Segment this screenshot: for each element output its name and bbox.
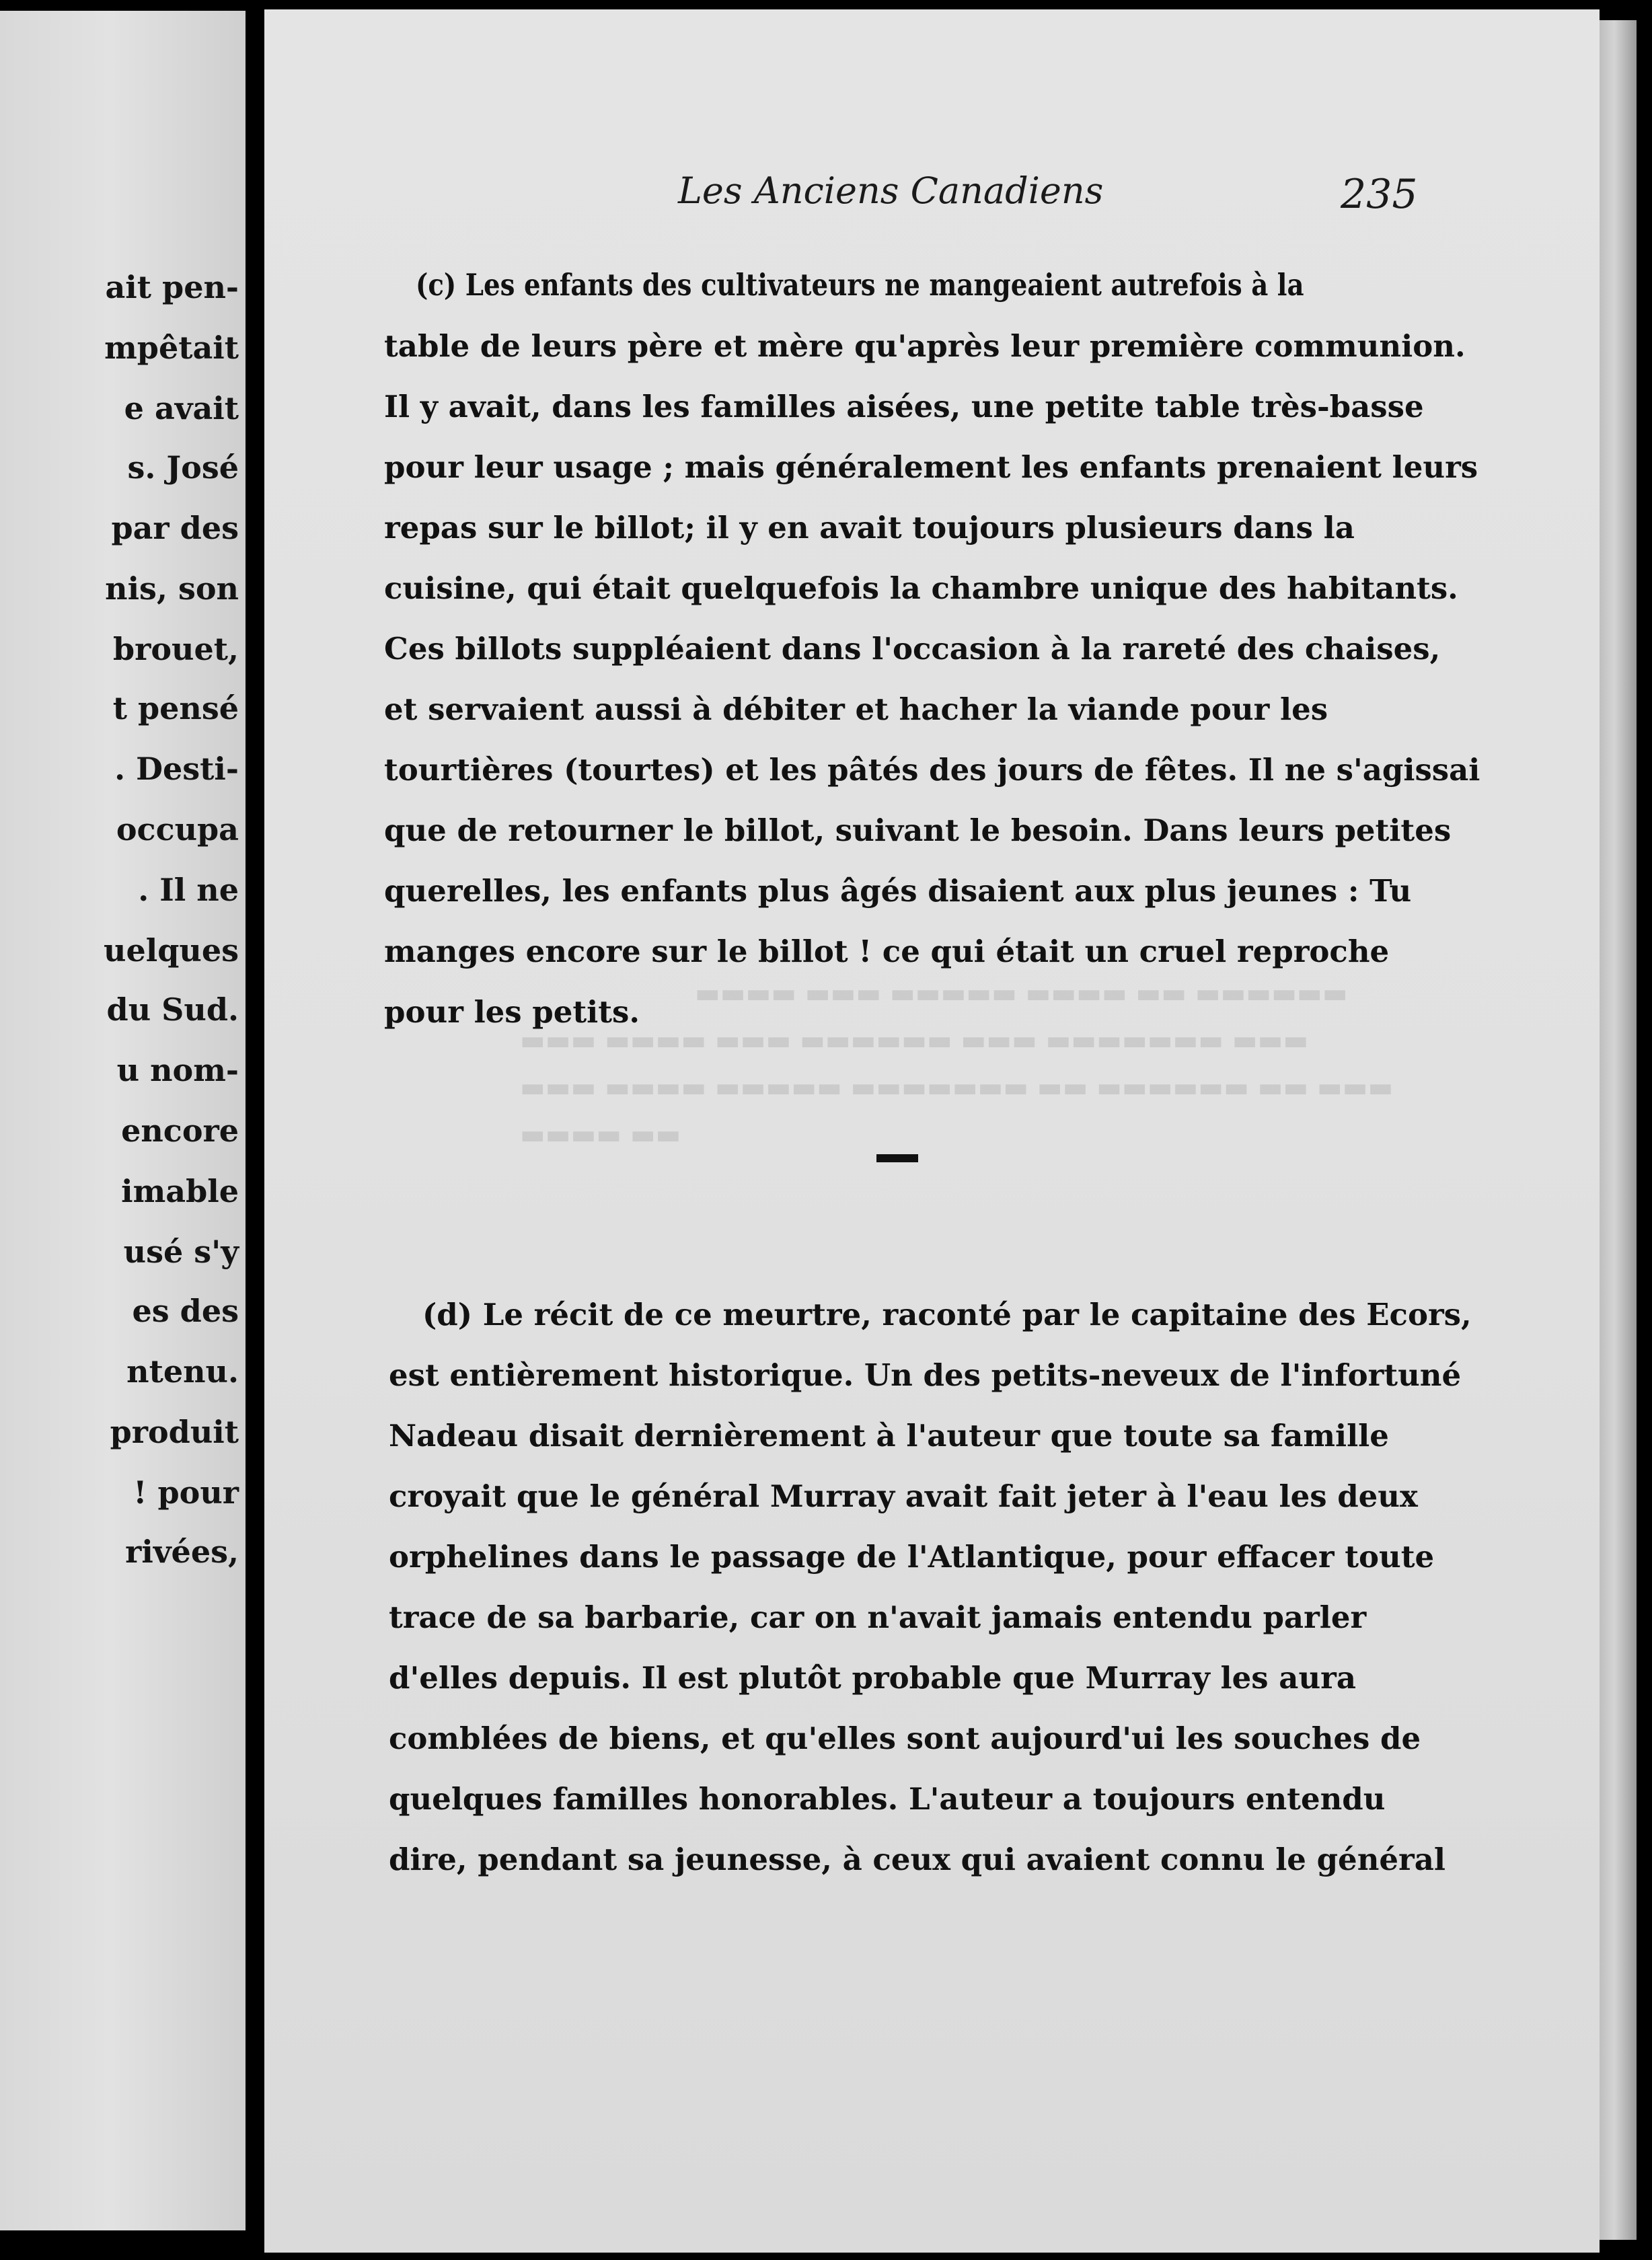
note-line: [416, 267, 1499, 303]
left-page-line: du Sud.: [106, 991, 239, 1028]
note-line: manges encore sur le billot ! ce qui était un cruel reproche: [384, 934, 1390, 969]
left-page-line: . Desti-: [114, 751, 239, 787]
note-line: tourtières (tourtes) et les pâtés des jours de fêtes. Il ne s'agissai: [384, 752, 1480, 788]
note-line: Ces billots suppléaient dans l'occasion à la rareté des chaises,: [384, 631, 1441, 667]
note-line: et servaient aussi à débiter et hacher la viande pour les: [384, 691, 1328, 727]
page-edge-shadow: [1600, 20, 1637, 2240]
running-title: Les Anciens Canadiens: [678, 170, 1104, 212]
left-page-line: encore: [121, 1113, 239, 1149]
note-line-text: (c) Les enfants des cultivateurs ne mangeaient autrefois à la: [416, 267, 1304, 303]
left-page-line: produit: [110, 1414, 239, 1450]
note-line: quelques familles honorables. L'auteur a toujours entendu: [389, 1781, 1386, 1817]
left-page-line: . Il ne: [138, 872, 239, 908]
page-number: 235: [1341, 171, 1418, 218]
left-page-line: ntenu.: [126, 1353, 239, 1390]
note-line: que de retourner le billot, suivant le besoin. Dans leurs petites: [384, 813, 1452, 848]
show-through-texture: ▬▬▬ ▬▬▬▬ ▬▬▬▬▬ ▬▬▬▬▬▬▬ ▬▬ ▬▬▬▬▬▬ ▬▬ ▬▬▬: [520, 1072, 1394, 1103]
show-through-texture: ▬▬▬ ▬▬▬▬ ▬▬▬ ▬▬▬▬▬▬ ▬▬▬ ▬▬▬▬▬▬▬ ▬▬▬: [520, 1025, 1309, 1056]
left-page-line: occupa: [116, 811, 239, 848]
left-page-line: uelques: [104, 932, 239, 969]
left-page-line: mpêtait: [104, 330, 239, 366]
show-through-texture: ▬▬▬▬ ▬▬▬ ▬▬▬▬▬ ▬▬▬▬ ▬▬ ▬▬▬▬▬▬: [695, 978, 1348, 1009]
note-line: repas sur le billot; il y en avait toujours plusieurs dans la: [384, 510, 1355, 545]
note-line: (d) Le récit de ce meurtre, raconté par le capitaine des Ecors,: [422, 1297, 1472, 1332]
left-page-line: usé s'y: [123, 1234, 239, 1270]
note-line: table de leurs père et mère qu'après leur première communion.: [384, 328, 1466, 364]
section-separator: [876, 1154, 918, 1162]
note-line: d'elles depuis. Il est plutôt probable que Murray les aura: [389, 1660, 1357, 1696]
note-line: croyait que le général Murray avait fait jeter à l'eau les deux: [389, 1478, 1418, 1514]
book-page: [264, 9, 1600, 2253]
left-page-line: rivées,: [125, 1534, 239, 1570]
note-line: pour les petits.: [384, 994, 640, 1030]
previous-page-fragment: [0, 11, 246, 2230]
show-through-texture: ▬▬▬▬ ▬▬: [520, 1119, 681, 1150]
note-line: comblées de biens, et qu'elles sont aujourd'ui les souches de: [389, 1721, 1421, 1756]
note-line: Il y avait, dans les familles aisées, une petite table très-basse: [384, 389, 1424, 424]
book-gutter: [246, 0, 266, 2260]
note-line: dire, pendant sa jeunesse, à ceux qui avaient connu le général: [389, 1842, 1446, 1877]
note-line: trace de sa barbarie, car on n'avait jamais entendu parler: [389, 1599, 1367, 1635]
left-page-line: nis, son: [105, 570, 239, 607]
note-line: Nadeau disait dernièrement à l'auteur que toute sa famille: [389, 1418, 1389, 1454]
left-page-line: e avait: [124, 390, 239, 426]
left-page-line: brouet,: [112, 631, 239, 667]
left-page-line: ait pen-: [105, 269, 239, 305]
left-page-line: u nom-: [116, 1052, 239, 1088]
left-page-line: par des: [111, 510, 239, 546]
note-line: orphelines dans le passage de l'Atlantique, pour effacer toute: [389, 1539, 1435, 1575]
note-line: est entièrement historique. Un des petits-neveux de l'infortuné: [389, 1357, 1462, 1393]
left-page-line: imable: [121, 1173, 239, 1209]
note-line: querelles, les enfants plus âgés disaient aux plus jeunes : Tu: [384, 873, 1412, 909]
note-line: cuisine, qui était quelquefois la chambre unique des habitants.: [384, 570, 1458, 606]
left-page-line: s. José: [127, 449, 239, 486]
left-page-line: ! pour: [133, 1474, 239, 1511]
scan-border-right: [1637, 0, 1652, 2260]
left-page-line: es des: [132, 1293, 239, 1329]
left-page-line: t pensé: [112, 690, 239, 726]
note-line: pour leur usage ; mais généralement les enfants prenaient leurs: [384, 449, 1478, 485]
